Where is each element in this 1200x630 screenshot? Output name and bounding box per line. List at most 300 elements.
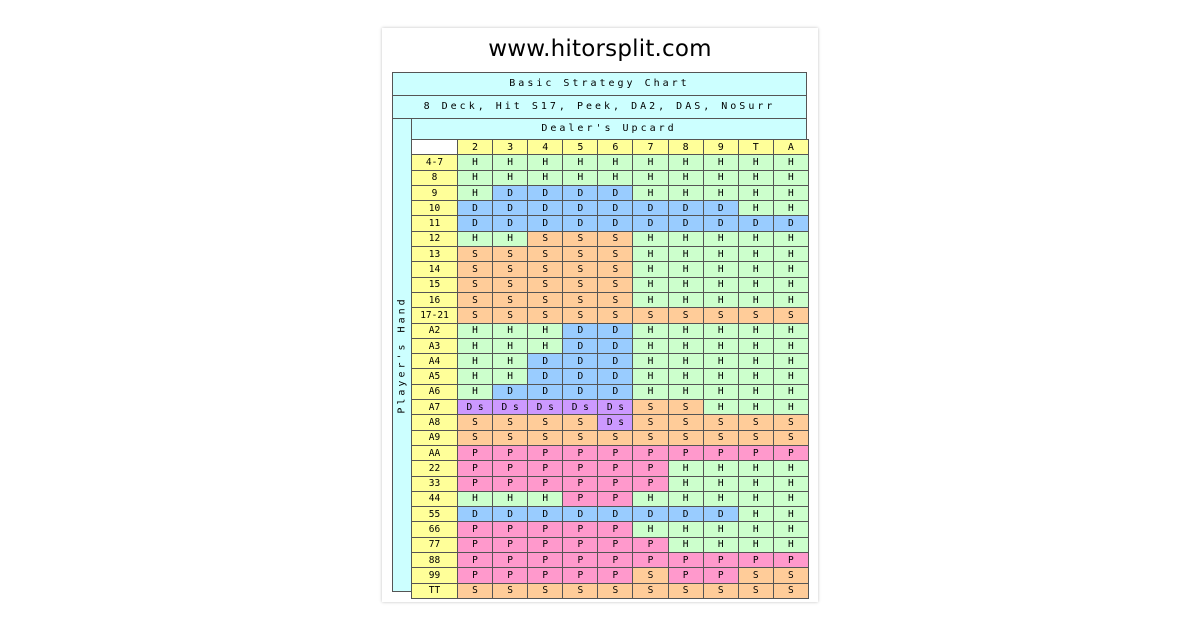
action-cell: H [738,170,773,185]
player-hand-cell: AA [412,445,458,460]
player-hand-cell: 88 [412,553,458,568]
table-row [412,430,809,445]
action-cell: P [703,568,738,583]
action-cell: S [493,430,528,445]
action-cell: H [458,491,493,506]
action-cell: P [563,522,598,537]
action-cell: D [598,354,633,369]
action-cell: S [458,262,493,277]
action-cell: H [528,338,563,353]
action-cell: S [773,568,808,583]
action-cell: H [668,537,703,552]
player-hand-cell: A7 [412,400,458,415]
action-cell: H [703,400,738,415]
action-cell: P [458,522,493,537]
action-cell: D [668,216,703,231]
action-cell: P [633,476,668,491]
action-cell: P [563,568,598,583]
action-cell: H [738,400,773,415]
action-cell: H [458,354,493,369]
action-cell: H [633,522,668,537]
action-cell: P [633,461,668,476]
action-cell: H [458,369,493,384]
action-cell: D [633,216,668,231]
player-hand-cell: 10 [412,201,458,216]
action-cell: H [773,277,808,292]
action-cell: H [633,277,668,292]
player-hand-label: Player's Hand [396,296,408,414]
action-cell: H [458,323,493,338]
action-cell: S [563,430,598,445]
player-hand-cell: 77 [412,537,458,552]
player-hand-cell: A6 [412,384,458,399]
action-cell: S [633,400,668,415]
action-cell: S [563,277,598,292]
table-row [412,491,809,506]
action-cell: H [633,292,668,307]
action-cell: D [563,185,598,200]
player-hand-cell: 44 [412,491,458,506]
action-cell: P [528,522,563,537]
action-cell: S [598,262,633,277]
action-cell: S [773,430,808,445]
action-cell: D [598,507,633,522]
action-cell: H [668,476,703,491]
upcard-header: 7 [633,140,668,155]
action-cell: H [738,231,773,246]
action-cell: H [493,170,528,185]
action-cell: S [668,400,703,415]
action-cell: D s [598,415,633,430]
player-hand-cell: 8 [412,170,458,185]
action-cell: S [528,231,563,246]
action-cell: S [528,583,563,598]
action-cell: D [598,185,633,200]
action-cell: S [738,430,773,445]
player-hand-cell: 14 [412,262,458,277]
action-cell: H [668,185,703,200]
action-cell: H [668,354,703,369]
action-cell: S [668,583,703,598]
action-cell: P [493,568,528,583]
action-cell: H [493,338,528,353]
action-cell: H [633,247,668,262]
action-cell: P [598,537,633,552]
action-cell: H [738,522,773,537]
upcard-header: 6 [598,140,633,155]
player-hand-cell: 33 [412,476,458,491]
action-cell: H [598,170,633,185]
action-cell: S [493,583,528,598]
action-cell: H [633,491,668,506]
action-cell: P [668,445,703,460]
player-hand-cell: 15 [412,277,458,292]
action-cell: P [528,553,563,568]
action-cell: S [598,430,633,445]
table-row [412,277,809,292]
table-row [412,369,809,384]
action-cell: S [528,262,563,277]
player-hand-cell: 55 [412,507,458,522]
action-cell: S [598,292,633,307]
action-cell: H [668,461,703,476]
action-cell: D [458,507,493,522]
action-cell: H [773,522,808,537]
action-cell: H [668,384,703,399]
action-cell: D [458,216,493,231]
action-cell: H [738,185,773,200]
action-cell: P [458,553,493,568]
action-cell: P [563,445,598,460]
action-cell: H [703,537,738,552]
action-cell: D [493,507,528,522]
action-cell: H [703,476,738,491]
action-cell: P [528,476,563,491]
action-cell: D [528,185,563,200]
table-row [412,507,809,522]
action-cell: H [703,277,738,292]
table-row [412,384,809,399]
site-url: www.hitorsplit.com [488,36,712,62]
player-hand-cell: A4 [412,354,458,369]
player-hand-cell: 9 [412,185,458,200]
action-cell: S [773,583,808,598]
action-cell: H [703,522,738,537]
action-cell: H [773,491,808,506]
action-cell: H [773,262,808,277]
action-cell: H [738,338,773,353]
action-cell: S [563,247,598,262]
action-cell: S [458,308,493,323]
action-cell: S [563,308,598,323]
action-cell: H [738,155,773,170]
action-cell: S [633,430,668,445]
table-row [412,338,809,353]
upcard-header: 9 [703,140,738,155]
action-cell: H [598,155,633,170]
action-cell: S [528,308,563,323]
player-hand-cell: 12 [412,231,458,246]
action-cell: D [633,201,668,216]
action-cell: S [633,568,668,583]
action-cell: H [633,338,668,353]
action-cell: P [598,568,633,583]
action-cell: S [528,292,563,307]
player-hand-cell: 11 [412,216,458,231]
action-cell: H [703,369,738,384]
player-hand-cell: A3 [412,338,458,353]
action-cell: H [563,155,598,170]
action-cell: S [493,277,528,292]
action-cell: P [528,537,563,552]
action-cell: S [598,247,633,262]
action-cell: D [528,354,563,369]
rules-line: 8 Deck, Hit S17, Peek, DA2, DAS, NoSurr [392,95,807,119]
action-cell: H [773,247,808,262]
action-cell: S [493,415,528,430]
action-cell: P [598,476,633,491]
player-hand-cell: 13 [412,247,458,262]
action-cell: H [493,491,528,506]
player-hand-cell: 22 [412,461,458,476]
action-cell: H [703,262,738,277]
action-cell: D s [458,400,493,415]
action-cell: P [563,553,598,568]
action-cell: P [493,553,528,568]
action-cell: D [563,354,598,369]
action-cell: H [528,491,563,506]
upcard-header-row [412,140,809,155]
action-cell: S [458,292,493,307]
action-cell: D [703,216,738,231]
action-cell: D [528,216,563,231]
action-cell: D [738,216,773,231]
table-row [412,522,809,537]
action-cell: S [598,231,633,246]
header-corner [412,140,458,155]
action-cell: P [668,568,703,583]
action-cell: P [598,522,633,537]
table-row [412,537,809,552]
action-cell: H [668,247,703,262]
action-cell: H [493,323,528,338]
action-cell: D [563,323,598,338]
action-cell: D [668,201,703,216]
action-cell: S [528,247,563,262]
table-row [412,476,809,491]
action-cell: H [528,323,563,338]
action-cell: H [773,323,808,338]
action-cell: P [528,568,563,583]
action-cell: H [703,185,738,200]
table-row [412,354,809,369]
table-row [412,323,809,338]
action-cell: D [493,201,528,216]
upcard-header: 2 [458,140,493,155]
action-cell: H [668,292,703,307]
action-cell: D s [528,400,563,415]
action-cell: H [773,185,808,200]
action-cell: H [458,155,493,170]
action-cell: H [703,155,738,170]
action-cell: D [598,323,633,338]
action-cell: H [668,231,703,246]
action-cell: S [563,292,598,307]
action-cell: D [458,201,493,216]
action-cell: S [493,262,528,277]
action-cell: S [563,262,598,277]
action-cell: H [668,522,703,537]
action-cell: S [703,583,738,598]
upcard-header: 3 [493,140,528,155]
table-row [412,292,809,307]
table-row [412,415,809,430]
action-cell: H [703,247,738,262]
action-cell: H [668,369,703,384]
action-cell: P [598,553,633,568]
action-cell: D [493,216,528,231]
action-cell: S [773,415,808,430]
table-row [412,400,809,415]
action-cell: H [493,369,528,384]
upcard-header: T [738,140,773,155]
action-cell: S [668,430,703,445]
action-cell: S [773,308,808,323]
action-cell: P [458,445,493,460]
action-cell: S [633,308,668,323]
action-cell: H [703,338,738,353]
action-cell: H [703,461,738,476]
action-cell: H [563,170,598,185]
action-cell: H [773,292,808,307]
action-cell: P [563,491,598,506]
action-cell: S [633,415,668,430]
action-cell: P [703,553,738,568]
action-cell: H [738,461,773,476]
action-cell: D [703,201,738,216]
player-hand-cell: 17-21 [412,308,458,323]
action-cell: H [668,262,703,277]
action-cell: H [773,155,808,170]
action-cell: S [703,430,738,445]
action-cell: D [598,338,633,353]
action-cell: H [738,354,773,369]
action-cell: H [668,155,703,170]
action-cell: H [703,231,738,246]
table-row [412,231,809,246]
action-cell: S [738,308,773,323]
action-cell: H [668,338,703,353]
table-row [412,247,809,262]
action-cell: S [563,231,598,246]
action-cell: H [493,155,528,170]
action-cell: D [598,216,633,231]
player-hand-cell: 16 [412,292,458,307]
action-cell: S [703,415,738,430]
table-row [412,568,809,583]
action-cell: P [668,553,703,568]
action-cell: D [668,507,703,522]
action-cell: D [563,384,598,399]
action-cell: H [633,185,668,200]
action-cell: H [633,369,668,384]
action-cell: P [598,461,633,476]
action-cell: D [598,369,633,384]
table-row [412,216,809,231]
action-cell: D [563,369,598,384]
action-cell: H [773,537,808,552]
action-cell: P [493,537,528,552]
action-cell: D [493,384,528,399]
action-cell: H [703,292,738,307]
upcard-header: 8 [668,140,703,155]
action-cell: H [528,155,563,170]
strategy-card [382,28,818,602]
action-cell: H [703,491,738,506]
table-row [412,201,809,216]
table-row [412,262,809,277]
action-cell: H [633,354,668,369]
table-row [412,445,809,460]
action-cell: H [738,491,773,506]
action-cell: H [773,201,808,216]
action-cell: H [633,155,668,170]
action-cell: H [738,277,773,292]
action-cell: D [528,507,563,522]
player-hand-cell: A5 [412,369,458,384]
action-cell: S [703,308,738,323]
action-cell: H [633,262,668,277]
upcard-header: 4 [528,140,563,155]
table-row [412,308,809,323]
action-cell: S [563,415,598,430]
action-cell: S [738,568,773,583]
action-cell: S [458,583,493,598]
action-cell: D [703,507,738,522]
action-cell: P [773,445,808,460]
action-cell: H [773,461,808,476]
action-cell: P [703,445,738,460]
action-cell: H [458,384,493,399]
chart-title: Basic Strategy Chart [392,72,807,96]
action-cell: H [668,277,703,292]
action-cell: H [668,323,703,338]
action-cell: D [773,216,808,231]
table-row [412,170,809,185]
action-cell: H [703,384,738,399]
action-cell: P [458,476,493,491]
action-cell: S [598,277,633,292]
action-cell: H [528,170,563,185]
player-hand-cell: 66 [412,522,458,537]
action-cell: D s [598,400,633,415]
action-cell: H [773,476,808,491]
action-cell: S [598,583,633,598]
action-cell: P [633,445,668,460]
strategy-table [411,139,809,599]
action-cell: S [458,277,493,292]
action-cell: D [493,185,528,200]
action-cell: H [738,537,773,552]
action-cell: H [738,507,773,522]
action-cell: H [773,170,808,185]
action-cell: H [458,185,493,200]
upcard-header: 5 [563,140,598,155]
action-cell: H [633,170,668,185]
table-row [412,583,809,598]
action-cell: S [458,430,493,445]
action-cell: D [528,369,563,384]
action-cell: P [458,537,493,552]
action-cell: P [563,461,598,476]
action-cell: H [458,231,493,246]
action-cell: P [773,553,808,568]
dealer-upcard-label: Dealer's Upcard [411,118,807,140]
action-cell: P [528,445,563,460]
action-cell: P [738,553,773,568]
action-cell: H [738,262,773,277]
action-cell: P [493,522,528,537]
player-hand-axis [392,118,412,592]
action-cell: D [633,507,668,522]
action-cell: H [738,384,773,399]
action-cell: S [458,415,493,430]
action-cell: P [493,445,528,460]
action-cell: S [598,308,633,323]
action-cell: H [738,247,773,262]
action-cell: S [738,415,773,430]
action-cell: H [738,369,773,384]
